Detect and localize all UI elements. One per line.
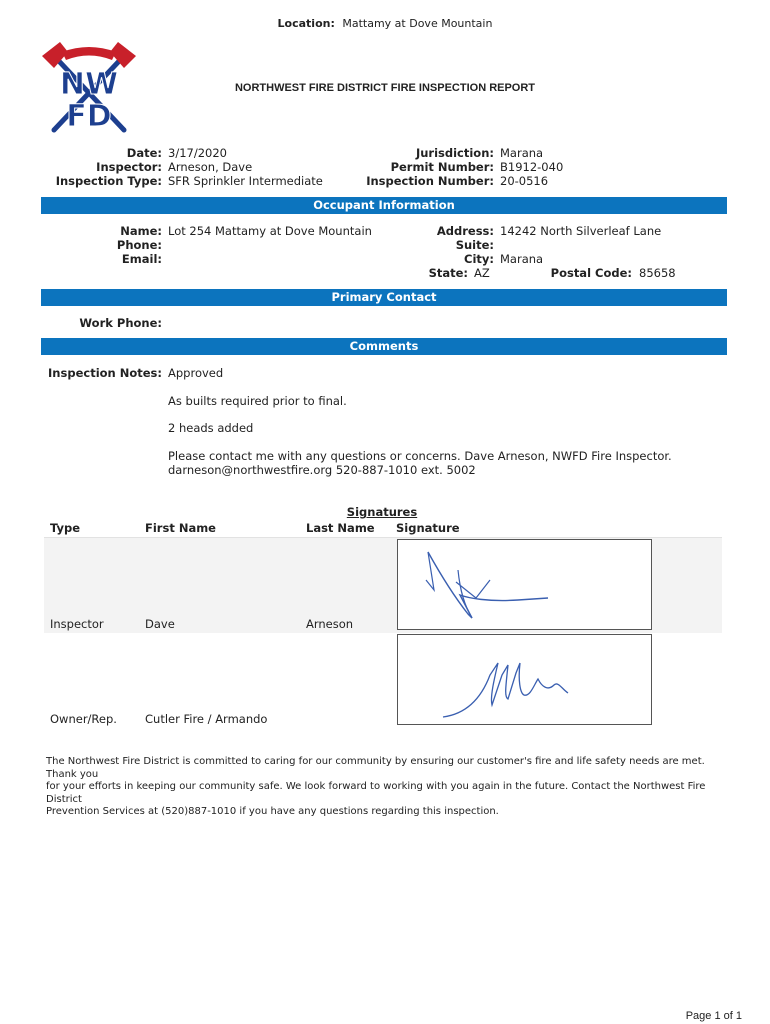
col-header-last-name: Last Name [306, 521, 375, 535]
inspector-signature-image [397, 539, 652, 630]
jurisdiction-value: Marana [500, 146, 544, 160]
note-line: As builts required prior to final. [168, 394, 347, 408]
suite-label: Suite: [455, 238, 494, 252]
inspection-type-value: SFR Sprinkler Intermediate [168, 174, 323, 188]
owner-signature-image [397, 634, 652, 725]
state-label: State: [428, 266, 468, 280]
note-line: 2 heads added [168, 421, 254, 435]
comments-section-header: Comments [41, 338, 727, 355]
signature-last-name: Arneson [306, 617, 354, 631]
footer-line: for your efforts in keeping our community safe. We look forward to working with you again in the future. Contact the Northwest Fire District [46, 781, 706, 805]
address-label: Address: [436, 224, 494, 238]
email-label: Email: [121, 252, 162, 266]
location-line [0, 17, 770, 30]
jurisdiction-label: Jurisdiction: [415, 146, 494, 160]
footer-line: Prevention Services at (520)887-1010 if you have any questions regarding this inspection. [46, 806, 499, 817]
name-label: Name: [120, 224, 162, 238]
date-value: 3/17/2020 [168, 146, 227, 160]
inspection-type-label: Inspection Type: [55, 174, 162, 188]
address-value: 14242 North Silverleaf Lane [500, 224, 662, 238]
city-value: Marana [500, 252, 544, 266]
date-label: Date: [126, 146, 162, 160]
name-value: Lot 254 Mattamy at Dove Mountain [168, 224, 372, 238]
logo-text-top: NW [59, 67, 119, 102]
occupant-section-header: Occupant Information [41, 197, 727, 214]
footer-line: The Northwest Fire District is committed to caring for our community by ensuring our customer's fire and life safety needs are met. Thank you [46, 756, 705, 780]
location-value: Mattamy at Dove Mountain [342, 17, 493, 30]
city-label: City: [464, 252, 494, 266]
postal-code-label: Postal Code: [550, 266, 632, 280]
inspector-value: Arneson, Dave [168, 160, 253, 174]
signature-first-name: Cutler Fire / Armando [145, 712, 268, 726]
note-line: Please contact me with any questions or concerns. Dave Arneson, NWFD Fire Inspector. [168, 449, 672, 463]
inspection-number-label: Inspection Number: [366, 174, 494, 188]
note-line: darneson@northwestfire.org 520-887-1010 ext. 5002 [168, 463, 476, 477]
primary-contact-section-header: Primary Contact [41, 289, 727, 306]
location-label: Location: [277, 17, 335, 30]
inspection-number-value: 20-0516 [500, 174, 549, 188]
signature-type: Inspector [50, 617, 104, 631]
signatures-title: Signatures [346, 505, 418, 519]
col-header-signature: Signature [396, 521, 460, 535]
inspection-notes-label: Inspection Notes: [48, 366, 162, 380]
postal-code-value: 85658 [639, 266, 676, 280]
footer-message [46, 756, 736, 819]
work-phone-label: Work Phone: [79, 316, 162, 330]
permit-number-value: B1912-040 [500, 160, 564, 174]
signature-first-name: Dave [145, 617, 175, 631]
col-header-first-name: First Name [145, 521, 216, 535]
state-value: AZ [474, 266, 490, 280]
phone-label: Phone: [116, 238, 162, 252]
signature-type: Owner/Rep. [50, 712, 117, 726]
inspector-label: Inspector: [96, 160, 162, 174]
note-line: Approved [168, 366, 224, 380]
page-number: Page 1 of 1 [685, 1010, 742, 1022]
permit-number-label: Permit Number: [390, 160, 494, 174]
col-header-type: Type [50, 521, 81, 535]
logo-text-bottom: FD [66, 99, 112, 134]
report-title: NORTHWEST FIRE DISTRICT FIRE INSPECTION REPORT [234, 82, 536, 94]
